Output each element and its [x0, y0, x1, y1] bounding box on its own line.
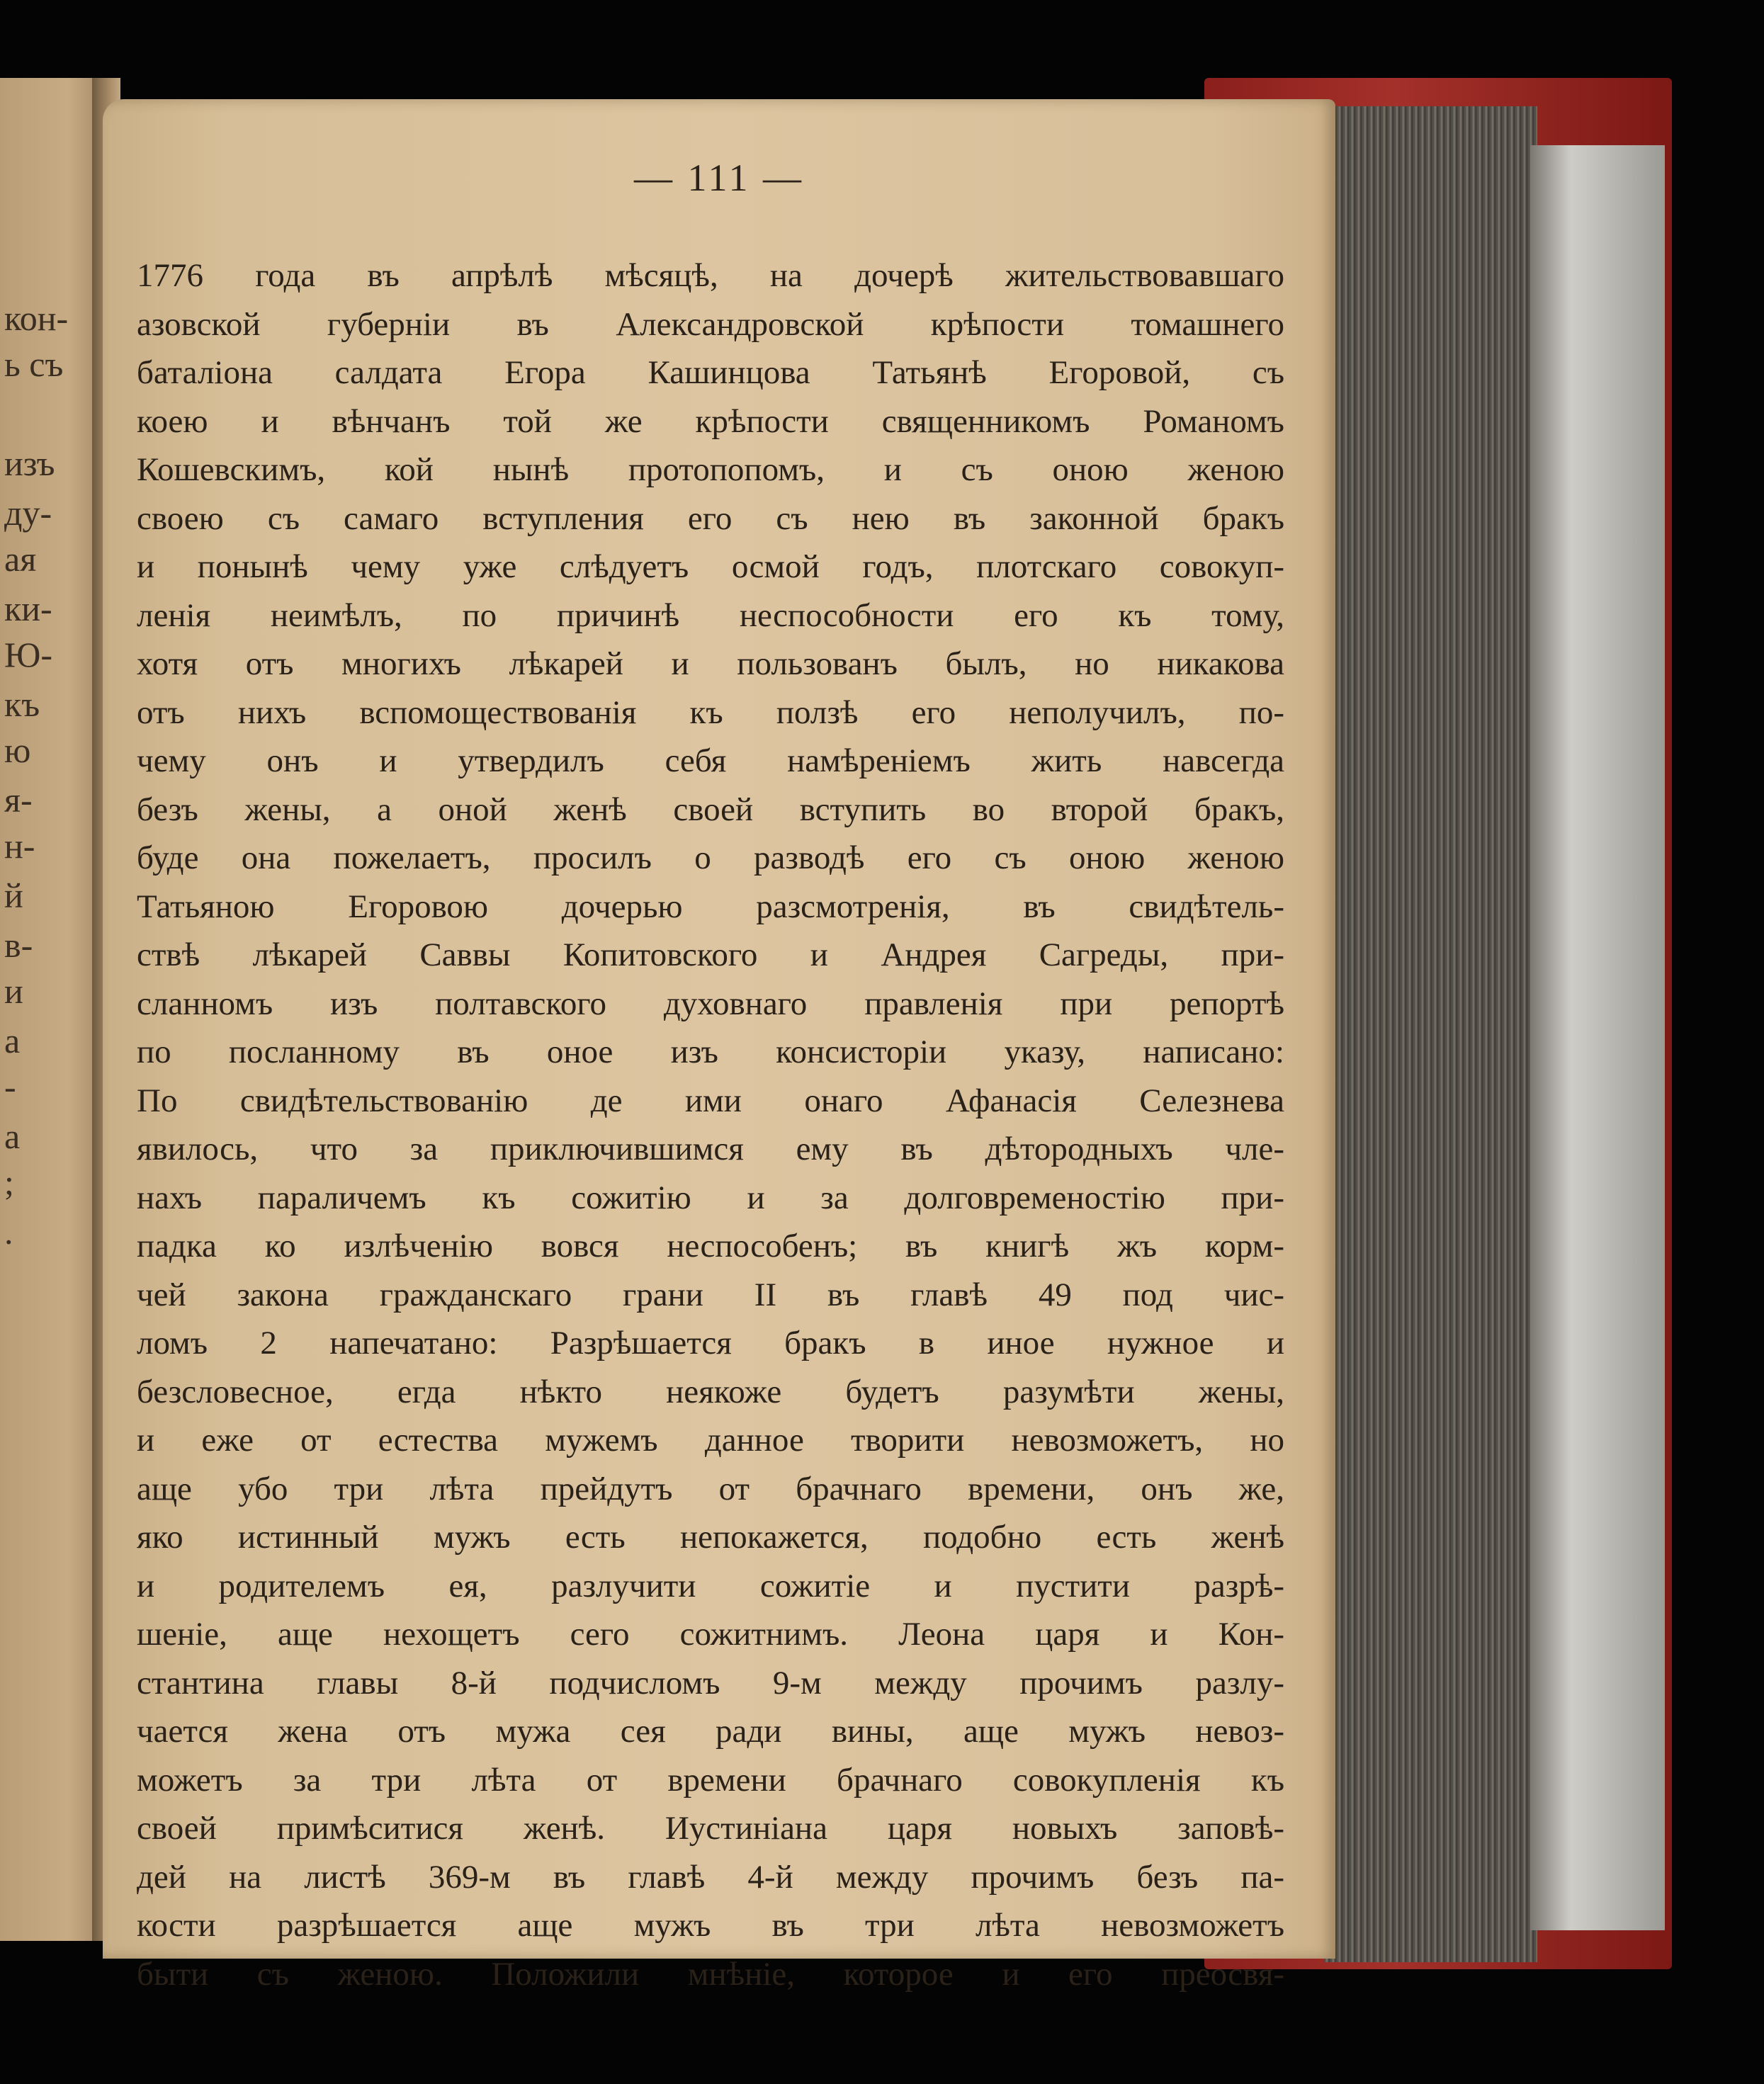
text-line: безъ жены, а оной женѣ своей вступить во второй бракъ,: [137, 791, 1284, 828]
text-line: нахъ параличемъ къ сожитію и за долговременостію при-: [137, 1179, 1284, 1216]
text-line: Кошевскимъ, кой нынѣ протопопомъ, и съ оною женою: [137, 451, 1284, 488]
text-line: коею и вѣнчанъ той же крѣпости священникомъ Романомъ: [137, 402, 1284, 440]
left-fragment: .: [4, 1212, 13, 1252]
left-fragment: ки-: [4, 589, 52, 628]
left-fragment: изъ: [4, 443, 55, 483]
text-line: явилось, что за приключившимся ему въ дѣтородныхъ чле-: [137, 1131, 1284, 1167]
text-line: кости разрѣшается аще мужъ въ три лѣта невозможетъ: [137, 1907, 1284, 1944]
text-line: хотя отъ многихъ лѣкарей и пользованъ былъ, но никакова: [137, 645, 1284, 682]
text-line: По свидѣтельствованію де ими онаго Афанасія Селезнева: [137, 1082, 1284, 1119]
text-line: чей закона гражданскаго грани II въ главѣ 49 под чис-: [137, 1276, 1284, 1313]
left-fragment: ь съ: [4, 344, 64, 384]
text-line: своей примѣситися женѣ. Иустиніана царя новыхъ заповѣ-: [137, 1810, 1284, 1847]
left-fragment: -: [4, 1067, 16, 1106]
text-line: 1776 года въ апрѣлѣ мѣсяцѣ, на дочерѣ жительствовавшаго: [137, 257, 1284, 294]
text-line: быти съ женою. Положили мнѣніе, которое и его преосвя-: [137, 1955, 1284, 1993]
text-line: можетъ за три лѣта от времени брачнаго совокупленія къ: [137, 1761, 1284, 1799]
text-line: дей на листѣ 369-м въ главѣ 4-й между прочимъ безъ па-: [137, 1858, 1284, 1896]
text-line: шеніе, аще нехощетъ сего сожитнимъ. Леона царя и Кон-: [137, 1616, 1284, 1653]
text-line: и понынѣ чему уже слѣдуетъ осмой годъ, плотскаго совокуп-: [137, 548, 1284, 585]
left-fragment: а: [4, 1021, 21, 1060]
text-line: по посланному въ оное изъ консисторіи указу, написано:: [137, 1033, 1284, 1070]
text-line: баталіона салдата Егора Кашинцова Татьянѣ Егоровой, съ: [137, 354, 1284, 391]
left-fragment: ю: [4, 730, 31, 770]
left-fragment: й: [4, 876, 23, 915]
text-line: своею съ самаго вступления его съ нею въ законной бракъ: [137, 499, 1284, 537]
left-fragment: Ю-: [4, 635, 53, 674]
left-fragment: ;: [4, 1162, 14, 1202]
text-line: ленія неимѣлъ, по причинѣ неспособности его къ тому,: [137, 596, 1284, 634]
page-number: — 111 —: [634, 157, 804, 199]
text-line: аще убо три лѣта прейдутъ от брачнаго времени, онъ же,: [137, 1470, 1284, 1507]
text-line: чему онъ и утвердилъ себя намѣреніемъ жить навсегда: [137, 742, 1284, 779]
text-line: азовской губерніи въ Александровской крѣпости томашнего: [137, 305, 1284, 343]
page-block-edges-outer: [1530, 145, 1665, 1930]
left-fragment: ая: [4, 539, 37, 579]
left-fragment: я-: [4, 780, 33, 820]
left-fragment: а: [4, 1116, 21, 1156]
left-fragment: кон-: [4, 298, 69, 338]
text-line: безсловесное, егда нѣкто неякоже будетъ разумѣти жены,: [137, 1373, 1284, 1410]
text-line: яко истинный мужъ есть непокажется, подобно есть женѣ: [137, 1519, 1284, 1556]
text-line: ломъ 2 напечатано: Разрѣшается бракъ в иное нужное и: [137, 1325, 1284, 1361]
left-fragment: н-: [4, 826, 35, 866]
text-line: и родителемъ ея, разлучити сожитіе и пустити разрѣ-: [137, 1567, 1284, 1604]
text-line: чается жена отъ мужа сея ради вины, аще мужъ невоз-: [137, 1713, 1284, 1750]
text-line: сланномъ изъ полтавского духовнаго правленія при репортѣ: [137, 985, 1284, 1022]
left-fragment: къ: [4, 684, 40, 724]
text-line: стантина главы 8-й подчисломъ 9-м между прочимъ разлу-: [137, 1664, 1284, 1701]
left-fragment: ду-: [4, 493, 52, 533]
text-line: Татьяною Егоровою дочерью разсмотренія, въ свидѣтель-: [137, 888, 1284, 925]
left-fragment: в-: [4, 925, 33, 965]
text-line: буде она пожелаетъ, просилъ о разводѣ его съ оною женою: [137, 839, 1284, 876]
text-line: отъ нихъ вспомоществованія къ ползѣ его неполучилъ, по-: [137, 693, 1284, 731]
page-body-text: [137, 251, 1284, 1998]
text-line: падка ко излѣченію вовся неспособенъ; въ книгѣ жъ корм-: [137, 1228, 1284, 1264]
book-page: [103, 99, 1335, 1993]
page-block-edges: [1325, 106, 1537, 1962]
text-line: ствѣ лѣкарей Саввы Копитовского и Андрея Сагреды, при-: [137, 936, 1284, 973]
left-fragment: и: [4, 971, 23, 1011]
text-line: и еже от естества мужемъ данное творити невозможетъ, но: [137, 1422, 1284, 1459]
